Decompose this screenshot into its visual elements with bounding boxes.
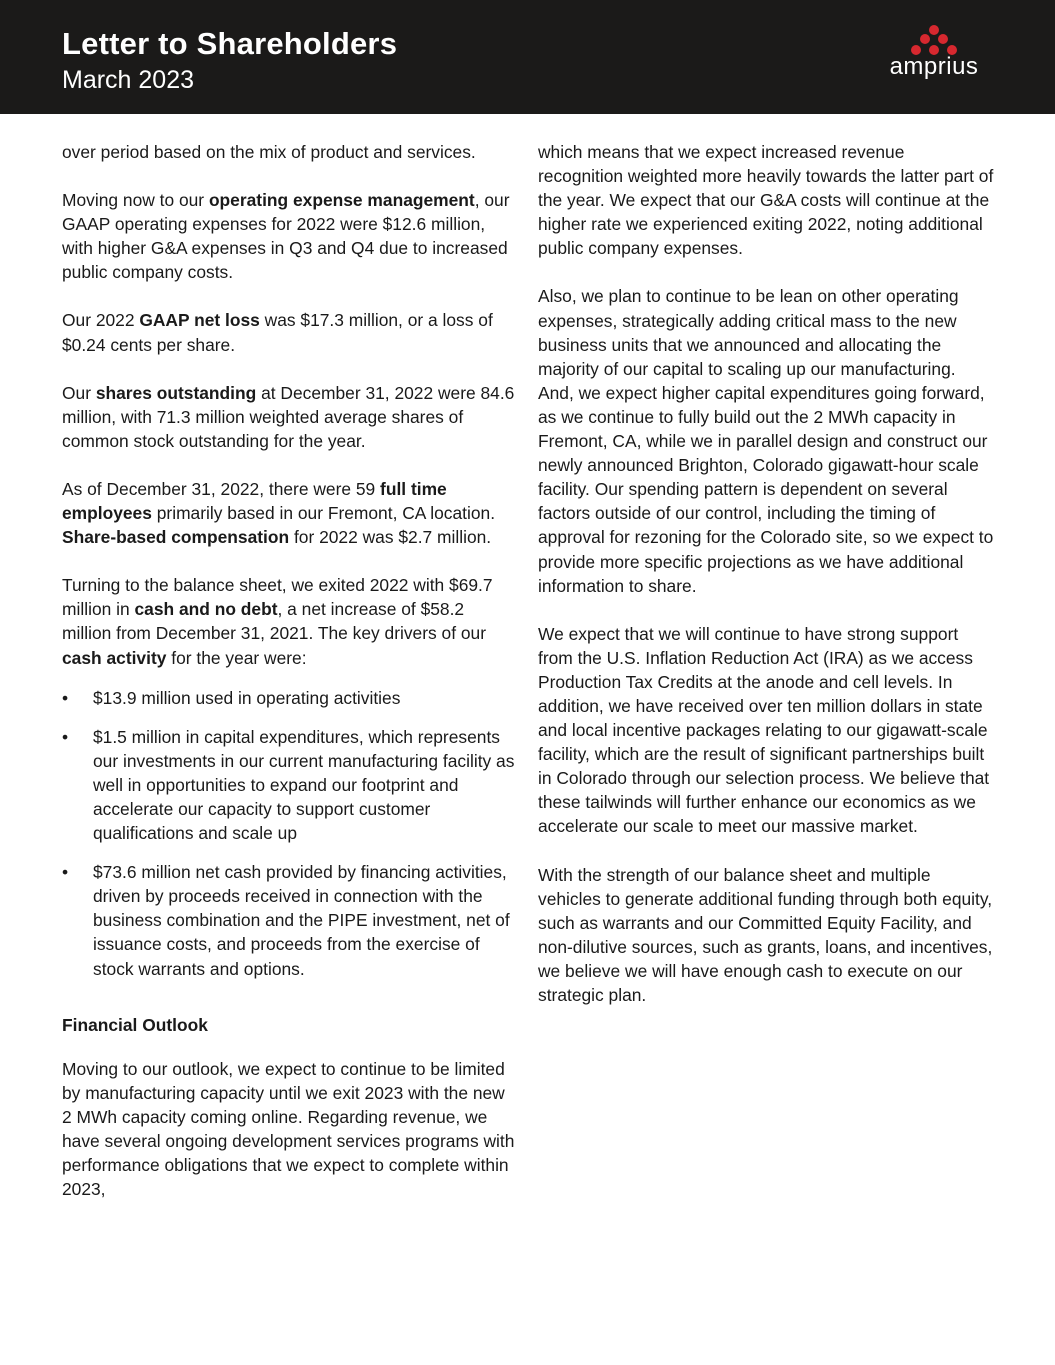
text: Our bbox=[62, 382, 96, 403]
left-column bbox=[62, 140, 518, 1225]
logo-dot bbox=[938, 34, 948, 44]
page-title: Letter to Shareholders bbox=[62, 26, 398, 61]
paragraph-shares-outstanding bbox=[62, 381, 518, 453]
page-header bbox=[0, 0, 1055, 114]
paragraph-employees bbox=[62, 477, 518, 549]
amprius-logo bbox=[872, 24, 996, 84]
logo-dot bbox=[920, 34, 930, 44]
page-date: March 2023 bbox=[62, 66, 195, 94]
text: was $17.3 million, or a loss of $0.24 cents per share. bbox=[62, 310, 493, 355]
bold-term: operating expense management bbox=[208, 190, 475, 211]
bold-term: full time employees bbox=[62, 478, 447, 524]
text: As of December 31, 2022, there were 59 bbox=[62, 478, 381, 499]
text: for 2022 was $2.7 million. bbox=[289, 527, 492, 548]
cash-activity-list bbox=[62, 686, 518, 981]
bold-term: cash activity bbox=[62, 647, 167, 668]
text: Our 2022 bbox=[62, 310, 140, 331]
paragraph-ira-support: We expect that we will continue to have strong support from the U.S. Inflation Reduction Act (IRA) as we access Production Tax Credits at the anode and cell levels. In addition, we have received over ten million dollars in state and local incentive packages relating to our gigawatt-scale facility, which are the result of significant partnerships built in Colorado through our selection process. We believe that these tailwinds will further enhance our economics as we accelerate our scale to meet our massive market. bbox=[538, 623, 990, 837]
list-item-text: $73.6 million net cash provided by financing activities, driven by proceeds received in connection with the business combination and the PIPE investment, net of issuance costs, and proceeds from the exercise of stock warrants and options. bbox=[93, 862, 510, 979]
paragraph: over period based on the mix of product and services. bbox=[62, 142, 476, 162]
paragraph-operating-plan: Also, we plan to continue to be lean on other operating expenses, strategically adding critical mass to the new business units that we announced and allocating the majority of our capital to scaling up our manufacturing. And, we expect higher capital expenditures going forward, as we continue to fully build out the 2 MWh capacity in Fremont, CA, while we in parallel design and construct our newly announced Brighton, Colorado gigawatt-hour scale facility. Our spending pattern is dependent on several factors outside of our control, including the timing of approval for rezoning for the Colorado site, so we expect to provide more specific projections as we have additional information to share. bbox=[538, 286, 994, 596]
bold-term: Share-based compensation bbox=[62, 527, 290, 548]
right-column bbox=[538, 140, 994, 1031]
logo-wordmark: amprius bbox=[889, 53, 979, 80]
paragraph-net-loss bbox=[62, 308, 518, 356]
bullet-icon: • bbox=[62, 862, 69, 883]
paragraph-outlook: Moving to our outlook, we expect to continue to be limited by manufacturing capacity until we exit 2023 with the new 2 MWh capacity coming online. Regarding revenue, we have several ongoing development services programs with performance obligations that we expect to complete within 2023, bbox=[62, 1058, 515, 1200]
list-item-text: $13.9 million used in operating activities bbox=[93, 687, 401, 708]
logo-dot bbox=[929, 25, 939, 35]
bullet-icon: • bbox=[62, 726, 69, 747]
paragraph-balance-strength: With the strength of our balance sheet and multiple vehicles to generate additional funding through both equity, such as warrants and our Committed Equity Facility, and non-dilutive sources, such as grants, loans, and incentives, we believe we will have enough cash to execute on our strategic plan. bbox=[538, 864, 993, 1005]
list-item bbox=[62, 860, 518, 980]
list-item bbox=[62, 725, 518, 845]
paragraph-operating-expenses bbox=[62, 188, 518, 284]
bold-term: cash and no debt bbox=[134, 599, 278, 620]
section-heading-financial-outlook: Financial Outlook bbox=[62, 1014, 208, 1035]
bold-term: shares outstanding bbox=[95, 382, 257, 403]
text: Moving now to our bbox=[62, 190, 209, 211]
text: , a net increase of $58.2 million from December 31, 2021. The key drivers of our bbox=[62, 599, 486, 644]
paragraph-revenue-recognition: which means that we expect increased revenue recognition weighted more heavily towards the latter part of the year. We expect that our G&A costs will continue at the higher rate we experienced exiting 2022, noting additional public company expenses. bbox=[538, 142, 994, 259]
list-item bbox=[62, 686, 518, 710]
text: at December 31, 2022 were 84.6 million, with 71.3 million weighted average shares of common stock outstanding for the year. bbox=[62, 382, 515, 451]
text: , our GAAP operating expenses for 2022 were $12.6 million, with higher G&A expenses in Q3 and Q4 due to increased public company costs. bbox=[62, 190, 510, 283]
list-item-text: $1.5 million in capital expenditures, which represents our investments in our current manufacturing facility as well in opportunities to expand our footprint and accelerate our capacity to support customer qualifications and scale up bbox=[93, 726, 515, 844]
paragraph-balance-sheet bbox=[62, 573, 518, 669]
text: primarily based in our Fremont, CA location. bbox=[151, 503, 496, 524]
bullet-icon: • bbox=[62, 687, 69, 708]
text: Turning to the balance sheet, we exited 2022 with $69.7 million in bbox=[62, 575, 493, 620]
bold-term: GAAP net loss bbox=[139, 310, 260, 331]
text: for the year were: bbox=[166, 647, 307, 668]
